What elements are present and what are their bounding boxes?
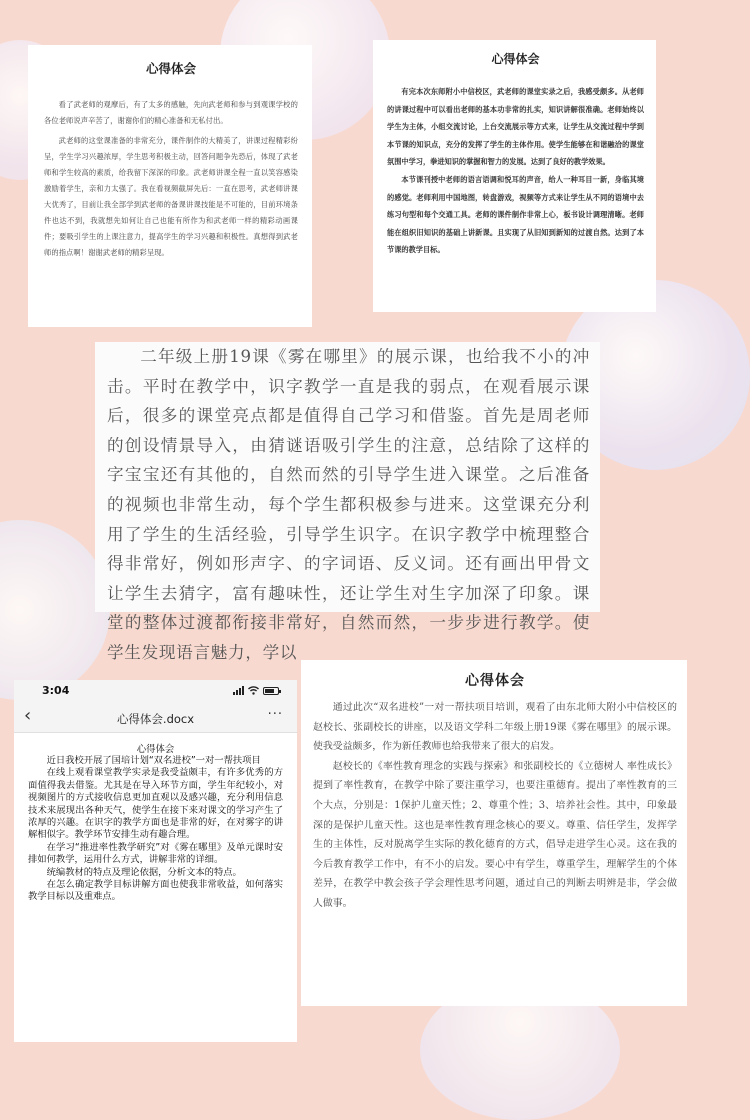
paragraph: 统编教材的特点及理论依据，分析文本的特点。 (46, 866, 242, 878)
paragraph: 二年级上册19课《雾在哪里》的展示课，也给我不小的冲击。平时在教学中，识字教学一直是我的弱点，在观看展示课后，很多的课堂亮点都是值得自己学习和借鉴。首先是周老师的创设情景导入，由猜谜语吸引学生的注意，总结除了这样的字宝宝还有其他的，自然而然的引导学生进入课堂。之后准备的视频也非常生动，每个学生都积极参与进来。这堂课充分利用了学生的生活经验，引导学生识字。在识字教学中梳理整合得非常好，例如形声字、的字词语、反义词。还有画出甲骨文让学生去猜字，富有趣味性，还让学生对生字加深了印象。课堂的整体过渡都衔接非常好，自然而然，一步步进行教学。使学生发现语言魅力，学以 (107, 347, 590, 662)
card-title: 心得体会 (145, 61, 196, 76)
phone-screenshot (14, 680, 297, 1042)
status-bar (14, 680, 297, 702)
doc-heading: 心得体会 (136, 744, 175, 755)
reflection-card-5 (301, 660, 687, 1006)
wifi-icon (248, 686, 259, 695)
status-icons (233, 686, 279, 695)
paragraph: 在学习“推进率性教学研究”对《雾在哪里》及单元课时安排如何教学，运用什么方式，讲解非常的详细。 (28, 841, 283, 866)
status-time: 3:04 (42, 684, 70, 697)
paragraph: 有完本次东师附小中信校区，武老师的课堂实录之后，我感受颇多。从老师的讲课过程中可以看出老师的基本功非常的扎实，知识讲解很准确。老师始终以学生为主体，小组交流讨论，上台交流展示等方式来，让学生从交流过程中学到本节课的知识点，充分的发挥了学生的主体作用。使学生能够在和谐融洽的课堂氛围中学习，拳进知识的掌握和智力的发展。达到了良好的教学效果。 (387, 87, 644, 167)
signal-icon (233, 686, 244, 695)
paragraph: 在怎么确定教学目标讲解方面也使我非常收益，如何落实教学目标以及重难点。 (28, 879, 283, 903)
card-title: 心得体会 (491, 52, 540, 66)
paragraph: 赵校长的《率性教育理念的实践与探索》和张副校长的《立德树人 率性成长》提到了率性教育，在教学中除了要注重学习，也要注重德育。提出了率性教育的三个大点，分别是：1保护儿童天性；2、尊重个性；3、培养社会性。其中，印象最深的是保护儿童天性。这也是率性教育理念核心的要义。尊重、信任学生，发挥学生的主体性，反对脱离学生实际的教化德育的方式，倡导走进学生心灵。这在我的今后教育教学工作中，有不小的启发。要心中有学生，尊重学生，理解学生的个体差异，在教学中教会孩子学会理性思考问题，通过自己的判断去明辨是非，学会做人做事。 (313, 760, 677, 909)
more-icon[interactable]: ··· (267, 707, 283, 722)
paragraph: 近日我校开展了国培计划“双名进校”一对一帮扶项目 (46, 755, 261, 766)
doc-title: 心得体会.docx (116, 712, 195, 726)
reflection-card-3 (95, 342, 600, 662)
battery-icon (263, 687, 279, 695)
document-body (14, 733, 297, 904)
decor-bubble (0, 520, 110, 700)
paragraph: 通过此次“双名进校”一对一帮扶项目培训，观看了由东北师大附小中信校区的赵校长、张副校长的讲座，以及语文学科二年级上册19课《雾在哪里》的展示课。使我受益颇多，作为新任教师也给我带来了很大的启发。 (313, 702, 677, 753)
back-chevron-icon[interactable]: ‹ (24, 705, 32, 726)
paragraph: 看了武老师的观摩后，有了太多的感触，先向武老师和参与到观课学校的各位老师说声辛苦了，谢谢你们的精心准备和无私付出。 (44, 100, 298, 125)
paragraph: 本节课刊授中老师的语言语调和悦耳的声音，给人一种耳目一新，身临其境的感觉。老师利用中国地图，转盘游戏，视频等方式来让学生从不同的语境中去练习句型和每个交通工具。老师的课件制作非常上心，板书设计调理清晰。老师能在组织旧知识的基础上讲新课。且实现了从旧知到新知的过渡自然。达到了本节课的教学目标。 (387, 174, 644, 255)
paragraph: 武老师的这堂课准备的非常充分，课件制作的大精美了，讲课过程精彩纷呈，学生学习兴趣浓厚，学生思考积极主动，回答问题争先恐后，体现了武老师和学生较高的素质，给我留下深深的印象。武老师讲课全程一直以笑容感染激励着学生，亲和力太强了。我在看视频截屏先后：一直在思考，武老师讲课大优秀了，目前让我全部学到武老师的备课讲课技能是不可能的，目前环境条件也达不到，我就想先如何让自己也能有所作为和武老师一样的精彩动画课件；要吸引学生的上课注意力，提高学生的学习兴趣和积极性。真想得到武老师的指点啊！谢谢武老师的精彩呈现。 (44, 136, 298, 257)
card-title: 心得体会 (465, 673, 525, 689)
nav-bar (14, 702, 297, 733)
paragraph: 在线上观看课堂教学实录是我受益颇丰，有许多优秀的方面值得我去借鉴。尤其是在导入环节方面，学生年纪较小，对视频图片的方式接收信息更加直观以及感兴趣，充分利用信息技术来展现出各种天气，使学生在接下来对课文的学习产生了浓厚的兴趣。在识字的教学方面也是非常的好，在对雾字的讲解相似字。教学环节安排生动有趣合理。 (28, 767, 283, 841)
reflection-card-1 (28, 45, 312, 327)
reflection-card-2 (373, 40, 656, 312)
